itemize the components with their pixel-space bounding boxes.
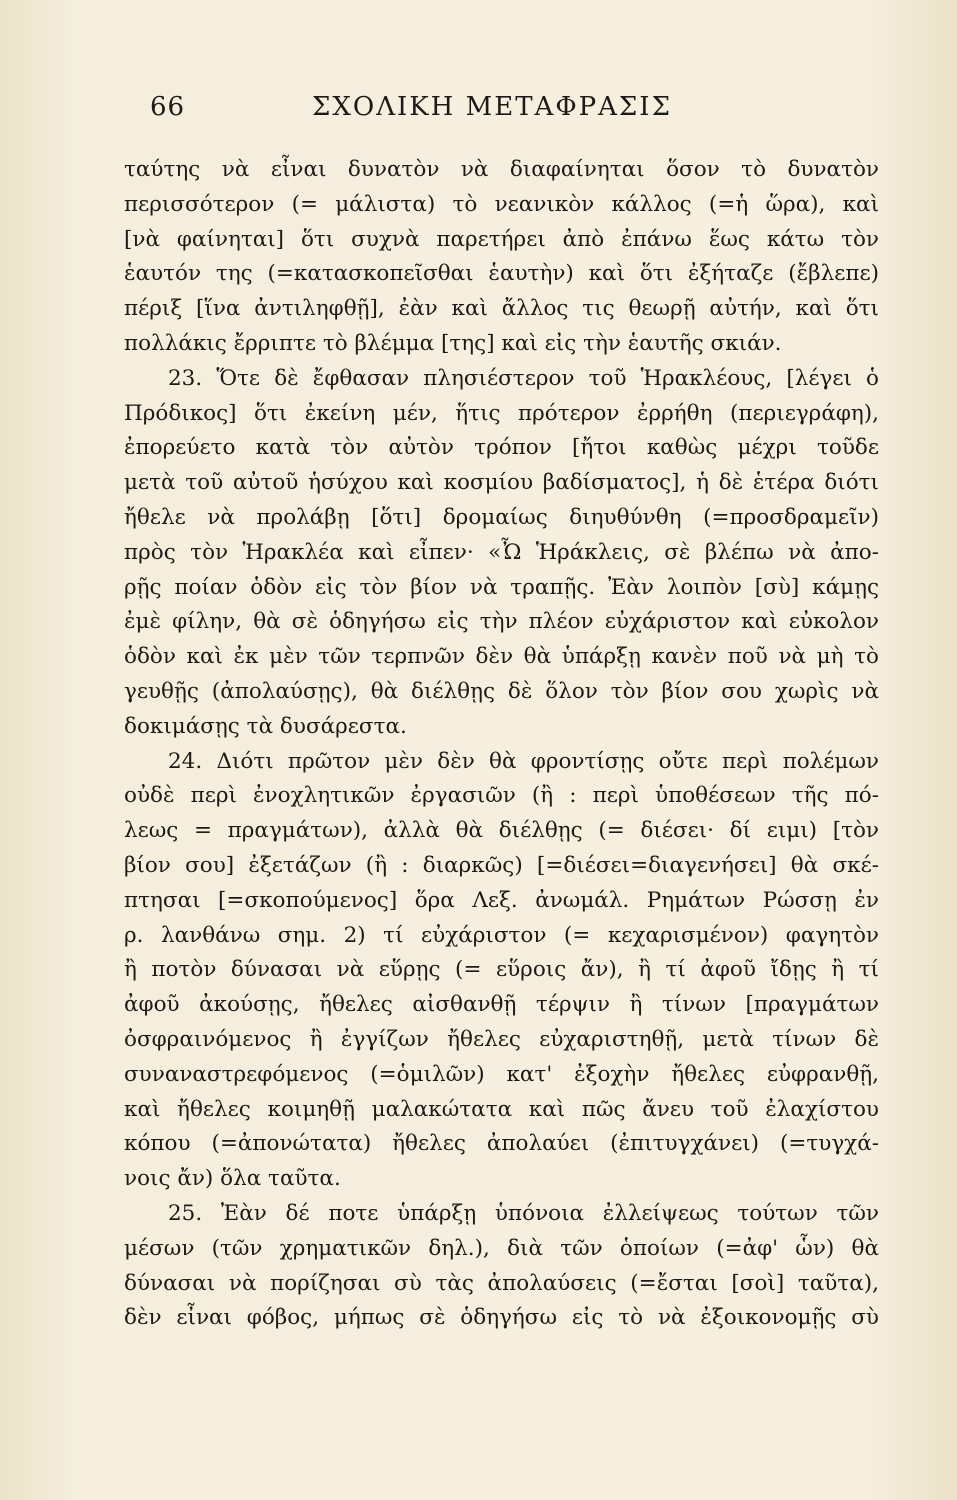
text-line: ἢ ποτὸν δύνασαι νὰ εὕρῃς (= εὕροις ἄν), ἢ τί ἀφοῦ ἴδῃς ἢ τί <box>124 957 879 983</box>
paragraph-23-start: 23. Ὅτε δὲ ἔφθασαν πλησιέστερον τοῦ Ἡρακλέους, [λέγει ὁ <box>168 365 879 391</box>
text-line: ἀφοῦ ἀκούσῃς, ἤθελες αἰσθανθῇ τέρψιν ἢ τίνων [πραγμάτων <box>124 992 879 1018</box>
text-line: καὶ ἤθελες κοιμηθῇ μαλακώτατα καὶ πῶς ἄνευ τοῦ ἐλαχίστου <box>124 1096 879 1122</box>
text-line: λεως = πραγμάτων), ἀλλὰ θὰ διέλθῃς (= διέσει· δί ειμι) [τὸν <box>124 818 879 844</box>
text-line: γευθῇς (ἀπολαύσῃς), θὰ διέλθῃς δὲ ὅλον τὸν βίον σου χωρὶς νὰ <box>124 678 879 704</box>
text-line: νοις ἄν) ὅλα ταῦτα. <box>124 1166 341 1192</box>
page-header <box>0 92 957 132</box>
text-line: ὁδὸν καὶ ἐκ μὲν τῶν τερπνῶν δὲν θὰ ὑπάρξῃ κανὲν ποῦ νὰ μὴ τὸ <box>124 644 879 670</box>
page-number: 66 <box>150 92 186 122</box>
text-line: βίον σου] ἐξετάζων (ἢ : διαρκῶς) [=διέσει=διαγενήσει] θὰ σκέ- <box>124 852 879 878</box>
text-line: ὀσφραινόμενος ἢ ἐγγίζων ἤθελες εὐχαριστηθῇ, μετὰ τίνων δὲ <box>124 1026 879 1052</box>
text-line: ρ. λανθάνω σημ. 2) τί εὐχάριστον (= κεχαρισμένον) φαγητὸν <box>124 922 879 948</box>
text-line: δοκιμάσῃς τὰ δυσάρεστα. <box>124 713 407 739</box>
text-line: πτησαι [=σκοπούμενος] ὅρα Λεξ. ἀνωμάλ. Ρημάτων Ρώσσῃ ἐν <box>124 887 879 913</box>
paragraph-24-start: 24. Διότι πρῶτον μὲν δὲν θὰ φροντίσῃς οὔτε περὶ πολέμων <box>168 748 879 774</box>
text-line: Πρόδικος] ὅτι ἐκείνη μέν, ἥτις πρότερον ἐρρήθη (περιεγράφη), <box>124 400 879 426</box>
text-line: ἐπορεύετο κατὰ τὸν αὐτὸν τρόπον [ἤτοι καθὼς μέχρι τοῦδε <box>124 435 879 461</box>
body-text <box>124 153 879 1336</box>
text-line: κόπου (=ἀπονώτατα) ἤθελες ἀπολαύει (ἐπιτυγχάνει) (=τυγχά- <box>124 1131 879 1157</box>
text-line: [νὰ φαίνηται] ὅτι συχνὰ παρετήρει ἀπὸ ἐπάνω ἕως κάτω τὸν <box>124 226 879 252</box>
paragraph-25-start: 25. Ἐὰν δέ ποτε ὑπάρξῃ ὑπόνοια ἐλλείψεως τούτων τῶν <box>168 1200 879 1226</box>
text-line: πρὸς τὸν Ἡρακλέα καὶ εἶπεν· «Ὦ Ἡράκλεις, σὲ βλέπω νὰ ἀπο- <box>124 539 879 565</box>
text-line: περισσότερον (= μάλιστα) τὸ νεανικὸν κάλλος (=ἡ ὥρα), καὶ <box>124 191 879 217</box>
text-line: συναναστρεφόμενος (=ὁμιλῶν) κατ' ἐξοχὴν ἤθελες εὐφρανθῇ, <box>124 1061 879 1087</box>
text-line: ἑαυτόν της (=κατασκοπεῖσθαι ἑαυτὴν) καὶ ὅτι ἐξήταζε (ἔβλεπε) <box>124 261 879 287</box>
running-title: ΣΧΟΛΙΚΗ ΜΕΤΑΦΡΑΣΙΣ <box>312 92 672 122</box>
text-line: δύνασαι νὰ πορίζησαι σὺ τὰς ἀπολαύσεις (=ἔσται [σοὶ] ταῦτα), <box>124 1270 879 1296</box>
text-line: ἤθελε νὰ προλάβῃ [ὅτι] δρομαίως διηυθύνθη (=προσδραμεῖν) <box>124 504 879 530</box>
text-line: ἐμὲ φίλην, θὰ σὲ ὁδηγήσω εἰς τὴν πλέον εὐχάριστον καὶ εὐκολον <box>124 609 879 635</box>
text-line: μέσων (τῶν χρηματικῶν δηλ.), διὰ τῶν ὁποίων (=ἀφ' ὧν) θὰ <box>124 1235 879 1261</box>
text-line: ρῇς ποίαν ὁδὸν εἰς τὸν βίον νὰ τραπῇς. Ἐὰν λοιπὸν [σὺ] κάμῃς <box>124 574 879 600</box>
text-line: οὐδὲ περὶ ἐνοχλητικῶν ἐργασιῶν (ἢ : περὶ ὑποθέσεων τῆς πό- <box>124 783 879 809</box>
text-line: δὲν εἶναι φόβος, μήπως σὲ ὁδηγήσω εἰς τὸ νὰ ἐξοικονομῇς σὺ <box>124 1305 879 1331</box>
text-line: ταύτης νὰ εἶναι δυνατὸν νὰ διαφαίνηται ὅσον τὸ δυνατὸν <box>124 157 879 182</box>
text-line: πέριξ [ἵνα ἀντιληφθῇ], ἐὰν καὶ ἄλλος τις θεωρῇ αὐτήν, καὶ ὅτι <box>124 296 879 322</box>
text-line: μετὰ τοῦ αὐτοῦ ἡσύχου καὶ κοσμίου βαδίσματος], ἡ δὲ ἑτέρα διότι <box>124 470 879 496</box>
text-line: πολλάκις ἔρριπτε τὸ βλέμμα [της] καὶ εἰς τὴν ἑαυτῆς σκιάν. <box>124 330 782 356</box>
